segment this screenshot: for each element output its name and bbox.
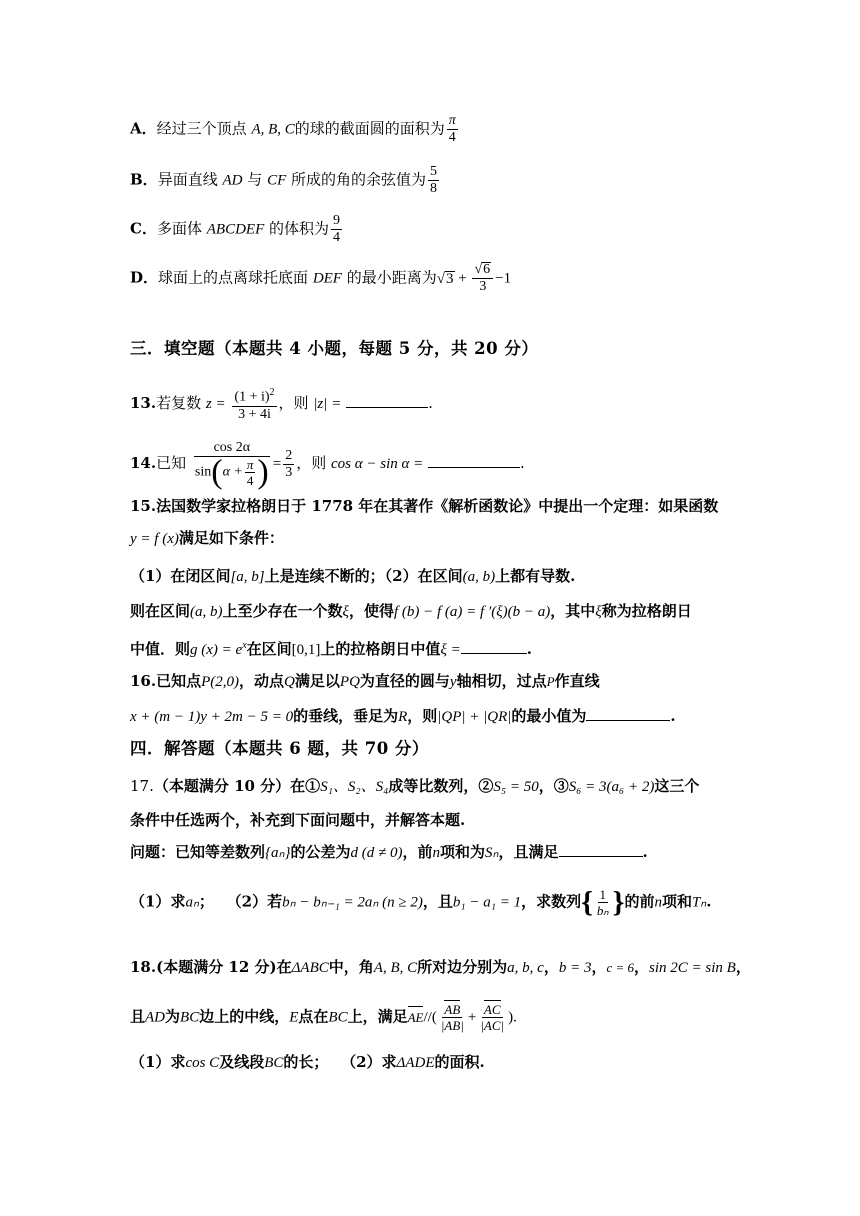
question-16-line2 — [130, 706, 676, 727]
q18-text2e: 上，满足 — [347, 1007, 408, 1026]
fraction-denominator: 4 — [448, 130, 456, 145]
q13-z: z = — [205, 395, 226, 412]
question-number: 16. — [130, 672, 157, 690]
q18-sep: ， — [543, 958, 559, 976]
q17-text3a: 问题：已知等差数列 — [130, 843, 266, 861]
question-15-line2 — [130, 528, 284, 549]
q14-text2: ，则 — [296, 454, 327, 472]
option-d: D．球面上的点离球托底面 DEF 的最小距离为√3 + $\frac{√6}{3}$ −1 — [130, 262, 512, 294]
answer-blank[interactable] — [586, 706, 670, 721]
question-number: 17. — [130, 777, 154, 795]
q15-text4b: 上至少存在一个数 — [222, 602, 343, 620]
q17-n: n — [654, 894, 662, 911]
fraction-numerator: cos 2α — [194, 440, 271, 457]
fraction-numerator: 5 — [430, 164, 438, 179]
sqrt-3: 3 — [446, 270, 454, 287]
question-18-line1 — [130, 957, 751, 978]
q14-text: 已知 — [156, 454, 187, 472]
q18-bc: BC — [264, 1055, 284, 1071]
option-b-text: 异面直线 — [157, 170, 218, 189]
q18-text2d: 点在 — [298, 1007, 329, 1026]
option-d-text: 球面上的点离球托底面 — [158, 268, 309, 287]
option-a-math: A, B, C — [251, 121, 295, 138]
q13-abs: |z| = — [313, 395, 342, 412]
q16-pq: PQ — [339, 674, 360, 690]
q17-text1c: ，③ — [538, 777, 569, 795]
q17-initial: b₁ − a₁ = 1 — [452, 894, 522, 911]
q16-tail: . — [670, 707, 676, 725]
q17-text4a: （1）求 — [130, 892, 186, 911]
q17-text1b: 成等比数列，② — [388, 777, 494, 795]
section-4-title: 四．解答题（本题共 6 题，共 70 分） — [130, 739, 429, 758]
q17-tail: . — [706, 892, 712, 911]
q16-text2b: ，则 — [407, 707, 438, 725]
option-a-prefix: A． — [130, 119, 157, 138]
option-b-prefix: B． — [130, 170, 158, 189]
q18-sep: ， — [735, 958, 751, 976]
q18-text1b: 中，角 — [328, 958, 374, 976]
answer-blank[interactable] — [428, 453, 520, 468]
option-c-fraction — [331, 213, 342, 246]
q13-text2: ，则 — [278, 393, 309, 412]
q16-point-p: P(2,0) — [201, 674, 240, 690]
q15-text: 法国数学家拉格朗日于 1778 年在其著作《解析函数论》中提出一个定理：如果函数 — [156, 497, 719, 515]
q18-sep: ， — [591, 958, 607, 976]
q17-an: aₙ — [185, 894, 199, 911]
q15-text5a: 中值．则 — [130, 640, 191, 658]
q18-b: b = 3 — [558, 960, 592, 976]
q17-text4c: ，且 — [422, 892, 453, 911]
question-16-line1 — [130, 671, 600, 692]
xi: ξ — [342, 604, 349, 620]
q17-text4b: ； （2）若 — [198, 892, 283, 911]
question-15-line5 — [130, 636, 532, 660]
q13-fraction — [232, 385, 276, 423]
q17-text4f: 项和 — [661, 892, 692, 911]
q16-text1c: 满足以 — [294, 672, 340, 690]
q16-text1e: 轴相切，过点 — [456, 672, 547, 690]
question-17-line3 — [130, 842, 648, 863]
q17-tn: Tₙ — [691, 894, 707, 911]
q15-text5b: 在区间 — [246, 640, 292, 658]
q14-fraction: cos 2α sin(α + $\frac{\pi}{4}$ ) — [194, 440, 269, 491]
q17-text4d: ，求数列 — [521, 892, 582, 911]
q16-text2a: 的垂线，垂足为 — [293, 707, 399, 725]
q14-sin: sin — [194, 464, 212, 480]
fraction-denominator: 8 — [430, 181, 438, 196]
option-b-fraction — [428, 164, 439, 197]
math-ad: AD — [222, 172, 243, 189]
q15-cond2: 上是连续不断的；（2）在区间 — [264, 567, 463, 585]
option-b-text2: 与 — [247, 170, 263, 189]
q18-triangle-ade: ΔADE — [396, 1055, 435, 1071]
fraction-numerator: 9 — [333, 213, 341, 228]
math-cf: CF — [267, 172, 287, 189]
q16-text1d: 为直径的圆与 — [359, 672, 450, 690]
q18-text3a: （1）求 — [130, 1053, 186, 1071]
q15-text2: 满足如下条件： — [178, 529, 284, 547]
question-18-line2 — [130, 1002, 517, 1033]
q17-n: n — [432, 845, 441, 861]
option-d-fraction: $\frac{√6}{3}$ — [472, 262, 493, 295]
q15-text4e: 称为拉格朗日 — [601, 602, 692, 620]
q18-text1a: (本题满分 12 分)在 — [156, 958, 292, 976]
q17-tail: . — [642, 843, 648, 861]
q18-text2c: 边上的中线， — [199, 1007, 290, 1026]
question-17-line1 — [130, 776, 699, 797]
q18-text3c: 的长； （2）求 — [283, 1053, 397, 1071]
q15-text4a: 则在区间 — [130, 602, 191, 620]
q15-xi-eq: ξ = — [440, 642, 461, 658]
math-abcdef: ABCDEF — [206, 221, 265, 238]
sqrt-6: 6 — [483, 262, 491, 277]
q17-text1d: 这三个 — [654, 777, 700, 795]
q15-text5c: 上的拉格朗日中值 — [320, 640, 441, 658]
q18-e: E — [289, 1009, 299, 1026]
q18-sin-relation: sin 2C = sin B — [649, 960, 736, 976]
q17-d: d (d ≠ 0) — [350, 845, 403, 861]
q15-text4c: ，使得 — [348, 602, 394, 620]
q15-gx: g (x) = e — [190, 642, 243, 658]
answer-blank[interactable] — [346, 393, 428, 408]
q16-q: Q — [284, 674, 295, 690]
q16-r: R — [398, 709, 408, 725]
superscript: 2 — [269, 387, 275, 398]
question-number: 13. — [130, 393, 157, 412]
q17-text3e: ，且满足 — [498, 843, 559, 861]
vector-ab: AB — [444, 1002, 461, 1017]
option-c-prefix: C． — [130, 219, 157, 238]
fraction-numerator: π — [448, 113, 456, 128]
pi: π — [246, 457, 254, 472]
parallel-symbol: //( — [423, 1009, 437, 1026]
q14-ratio — [283, 448, 294, 481]
option-b-text3: 所成的角的余弦值为 — [291, 170, 427, 189]
fraction-denominator: 3 — [479, 279, 487, 294]
fraction-numerator: 1 — [599, 887, 607, 902]
q16-text1b: ，动点 — [239, 672, 285, 690]
fraction-denominator: 3 — [285, 464, 293, 480]
q18-text2a: 且 — [130, 1007, 146, 1026]
fraction-denominator: bₙ — [596, 903, 609, 918]
q15-cond1: （1）在闭区间 — [130, 567, 231, 585]
question-15-line1 — [130, 496, 718, 516]
plus: + — [467, 1009, 477, 1026]
q17-s5: S₅ = 50 — [493, 779, 539, 795]
q15-tail: . — [526, 640, 532, 658]
q18-text2b: 为 — [165, 1007, 181, 1026]
option-d-text2: 的最小距离为 — [346, 268, 437, 287]
q14-expr: cos α − sin α = — [330, 456, 424, 472]
question-number: 14. — [130, 454, 157, 472]
equals: = — [272, 456, 282, 472]
q17-s-terms: S₁、S₂、S₄ — [320, 779, 389, 795]
superscript: x — [242, 640, 247, 651]
q13-text: 若复数 — [156, 393, 202, 412]
option-d-prefix: D． — [130, 268, 159, 287]
vector-ac: AC — [483, 1002, 501, 1017]
four: 4 — [246, 473, 254, 488]
math-def: DEF — [312, 270, 342, 287]
q17-seq-an: {aₙ} — [265, 845, 291, 861]
q14-alpha: α + — [222, 464, 243, 480]
q18-triangle: ΔABC — [291, 960, 329, 976]
option-a-text: 经过三个顶点 — [156, 119, 247, 138]
q16-text2c: 的最小值为 — [511, 707, 587, 725]
q18-c: c = 6 — [606, 960, 635, 975]
q15-function: y = f (x) — [130, 531, 179, 547]
option-b — [130, 164, 441, 197]
q18-cos-c: cos C — [185, 1055, 220, 1071]
option-c-text: 多面体 — [156, 219, 202, 238]
answer-blank[interactable] — [559, 842, 643, 857]
question-13 — [130, 385, 433, 423]
q18-bc: BC — [328, 1009, 348, 1026]
magnitude-ac: |AC| — [480, 1018, 505, 1033]
q15-mvt-formula: f (b) − f (a) = f ′(ξ)(b − a) — [393, 604, 551, 620]
q18-text3d: 的面积. — [434, 1053, 485, 1071]
q17-sn: Sₙ — [485, 845, 499, 861]
q16-line-equation: x + (m − 1)y + 2m − 5 = 0 — [130, 709, 294, 725]
close-paren: ). — [508, 1009, 517, 1026]
unit-vector-ac — [478, 1002, 506, 1033]
question-15-line4 — [130, 601, 692, 622]
q15-unit-interval: [0,1] — [291, 642, 321, 658]
q18-bc: BC — [180, 1009, 200, 1026]
question-15-line3 — [130, 566, 575, 587]
q17-reciprocal — [595, 887, 611, 918]
q17-text3b: 的公差为 — [290, 843, 351, 861]
q15-closed-interval: [a, b] — [230, 569, 265, 585]
q15-open-interval: (a, b) — [462, 569, 496, 585]
q18-angles: A, B, C — [373, 960, 418, 976]
q16-text1f: 作直线 — [554, 672, 600, 690]
vector-ae: AE — [408, 1008, 424, 1028]
q17-text3c: ，前 — [402, 843, 433, 861]
question-18-line3 — [130, 1052, 485, 1073]
question-number: 15. — [130, 497, 157, 515]
option-a-fraction — [447, 113, 458, 146]
question-14 — [130, 440, 525, 491]
q15-interval: (a, b) — [190, 604, 223, 620]
q15-text4d: ，其中 — [550, 602, 596, 620]
q16-p: P — [546, 674, 555, 689]
q13-tail: . — [428, 393, 433, 412]
q18-sides: a, b, c — [507, 960, 544, 976]
option-a — [130, 113, 460, 146]
question-17-line2: 条件中任选两个，补充到下面问题中，并解答本题. — [130, 811, 466, 829]
q18-sep: ， — [634, 958, 650, 976]
q18-text3b: 及线段 — [219, 1053, 265, 1071]
q18-ad: AD — [145, 1009, 166, 1026]
xi: ξ — [595, 604, 602, 620]
fraction-numerator: (1 + i) — [234, 389, 270, 405]
option-d-tail: −1 — [495, 270, 512, 287]
section-3-title: 三．填空题（本题共 4 小题，每题 5 分，共 20 分） — [130, 339, 539, 358]
q14-tail: . — [520, 454, 525, 472]
question-17-line4: （1）求aₙ； （2）若bₙ − bₙ₋₁ = 2aₙ (n ≥ 2)，且b₁ − a₁ = 1，求数列{ $\frac{1}{\text{bₙ}}$ }的前n项和Tₙ. — [130, 885, 712, 919]
option-c — [130, 213, 344, 246]
q16-text1a: 已知点 — [156, 672, 202, 690]
q17-s6: S₆ = 3(a₆ + 2) — [568, 779, 655, 795]
magnitude-ab: |AB| — [440, 1018, 464, 1033]
answer-blank[interactable] — [461, 639, 527, 654]
fraction-numerator: 2 — [285, 447, 293, 463]
fraction-denominator: 3 + 4i — [238, 406, 271, 422]
q16-y: y — [449, 674, 457, 690]
q15-cond3: 上都有导数. — [495, 567, 576, 585]
q17-text4e: 的前 — [624, 892, 655, 911]
q17-text1a: （本题满分 10 分）在① — [153, 777, 321, 795]
fraction-denominator: 4 — [333, 230, 341, 245]
question-number: 18. — [130, 958, 157, 976]
unit-vector-ab — [439, 1002, 466, 1033]
option-a-text2: 的球的截面圆的面积为 — [294, 119, 445, 138]
q17-text3d: 项和为 — [440, 843, 486, 861]
option-c-text2: 的体积为 — [269, 219, 330, 238]
q17-recurrence: bₙ − bₙ₋₁ = 2aₙ (n ≥ 2) — [282, 894, 423, 911]
q16-distance-sum: |QP| + |QR| — [437, 709, 512, 725]
q18-text1c: 所对边分别为 — [417, 958, 508, 976]
